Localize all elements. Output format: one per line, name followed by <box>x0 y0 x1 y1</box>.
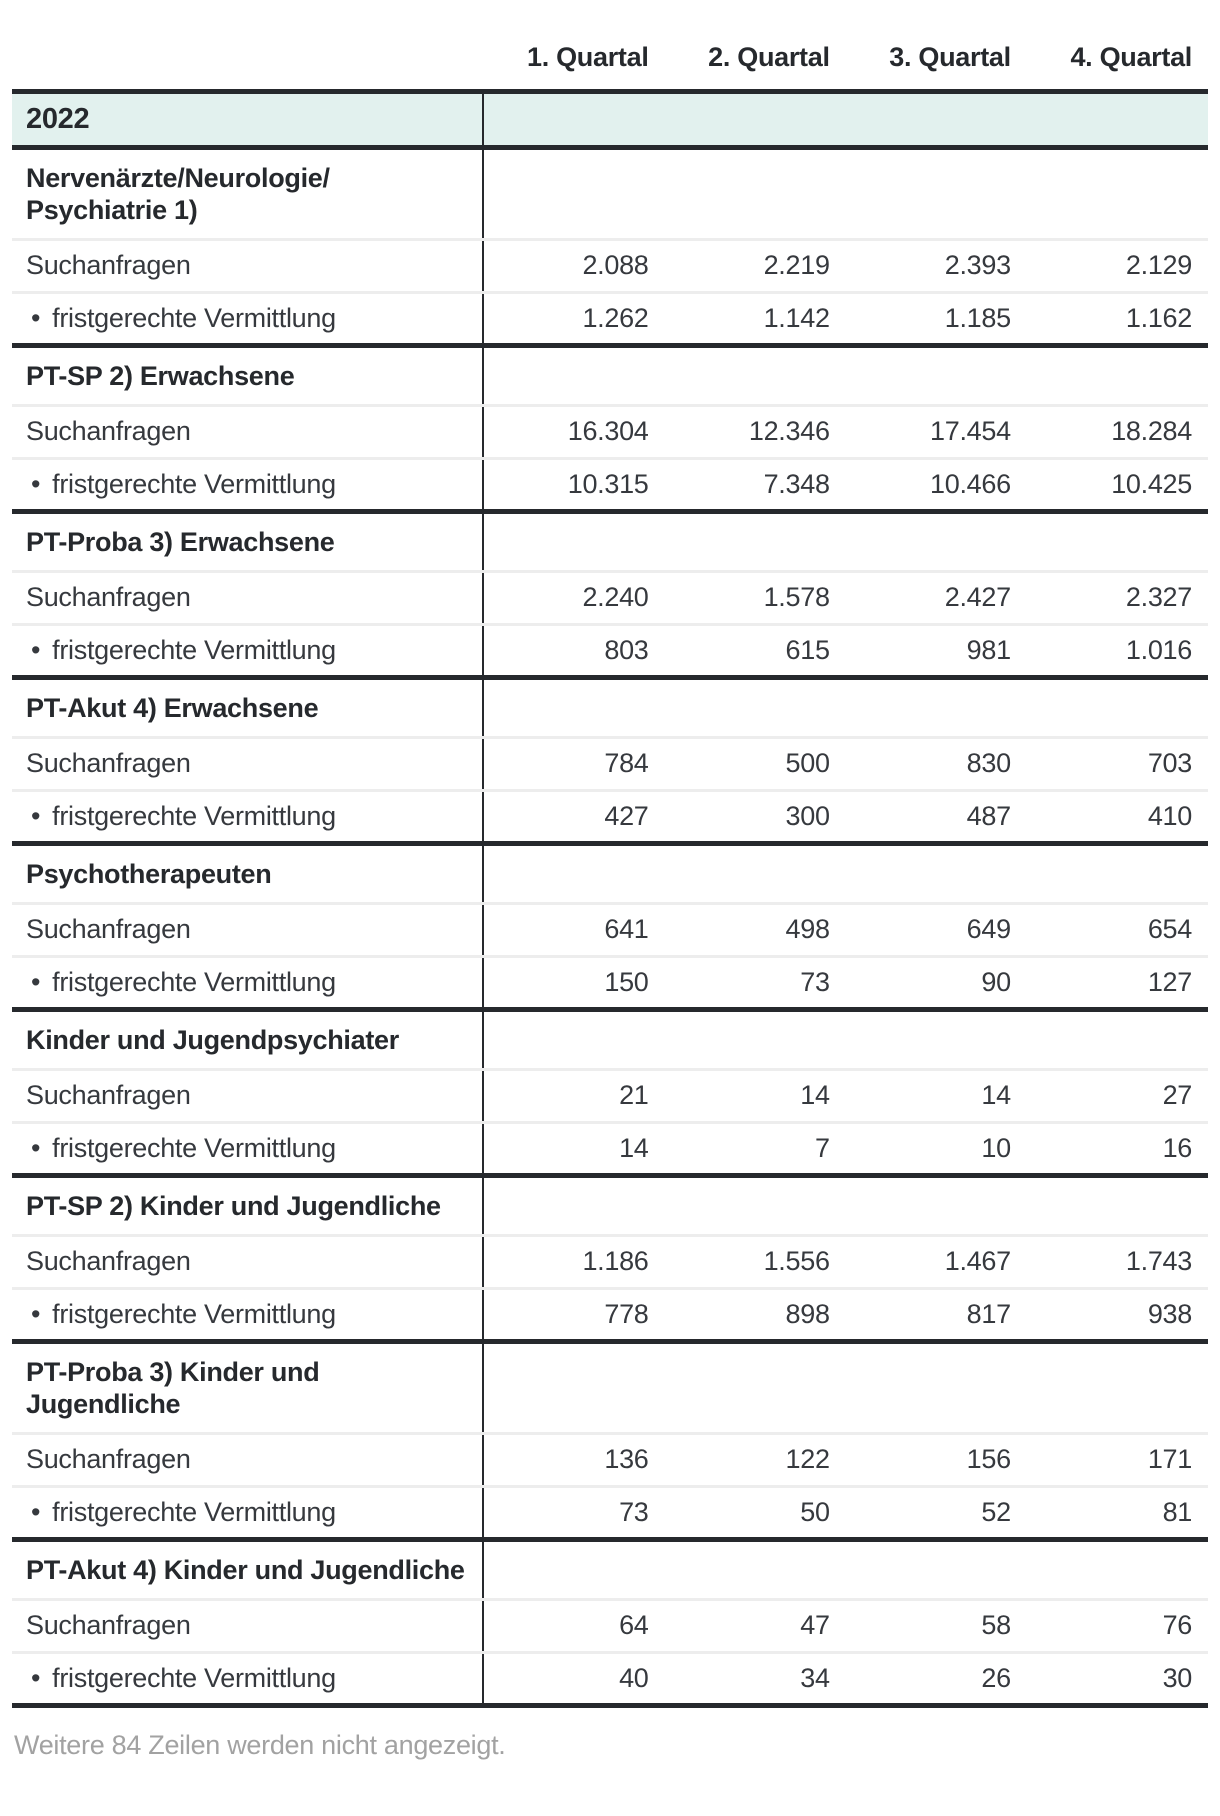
value-cell: 498 <box>665 903 846 956</box>
section-empty-cell <box>846 345 1027 405</box>
row-label-text: Suchanfragen <box>26 250 191 280</box>
section-empty-cell <box>846 843 1027 903</box>
value-cell: 30 <box>1027 1652 1208 1705</box>
value-cell: 14 <box>665 1069 846 1122</box>
section-title: Nervenärzte/Neurologie/ Psychiatrie 1) <box>12 147 483 239</box>
row-label <box>12 1235 483 1288</box>
table-row <box>12 624 1208 677</box>
value-cell: 76 <box>1027 1599 1208 1652</box>
row-label <box>12 1599 483 1652</box>
value-cell: 21 <box>483 1069 664 1122</box>
section-empty-cell <box>483 1539 664 1599</box>
value-cell: 641 <box>483 903 664 956</box>
section-header-row <box>12 843 1208 903</box>
table-row <box>12 1599 1208 1652</box>
section-empty-cell <box>483 1175 664 1235</box>
section-empty-cell <box>1027 345 1208 405</box>
year-row-empty-cell <box>483 91 664 147</box>
value-cell: 2.427 <box>846 571 1027 624</box>
row-label-text: fristgerechte Vermittlung <box>52 302 336 333</box>
column-header-q2: 2. Quartal <box>665 0 846 91</box>
section-title: PT-Proba 3) Erwachsene <box>12 511 483 571</box>
value-cell: 16 <box>1027 1122 1208 1175</box>
row-label-text: fristgerechte Vermittlung <box>52 1132 336 1163</box>
bullet-icon: • <box>31 800 41 831</box>
table-row <box>12 1122 1208 1175</box>
value-cell: 2.219 <box>665 239 846 292</box>
table-row <box>12 405 1208 458</box>
section-empty-cell <box>483 511 664 571</box>
row-label <box>12 737 483 790</box>
table-row <box>12 292 1208 345</box>
value-cell: 1.142 <box>665 292 846 345</box>
row-label-text: fristgerechte Vermittlung <box>52 634 336 665</box>
value-cell: 7.348 <box>665 458 846 511</box>
year-label: 2022 <box>12 91 483 147</box>
section-empty-cell <box>483 1341 664 1433</box>
value-cell: 16.304 <box>483 405 664 458</box>
value-cell: 47 <box>665 1599 846 1652</box>
section-empty-cell <box>846 1175 1027 1235</box>
section-title: PT-SP 2) Kinder und Jugendliche <box>12 1175 483 1235</box>
value-cell: 14 <box>846 1069 1027 1122</box>
table-row <box>12 1433 1208 1486</box>
table-row <box>12 1288 1208 1341</box>
row-label <box>12 1486 483 1539</box>
value-cell: 938 <box>1027 1288 1208 1341</box>
value-cell: 1.467 <box>846 1235 1027 1288</box>
value-cell: 830 <box>846 737 1027 790</box>
value-cell: 34 <box>665 1652 846 1705</box>
section-header-row <box>12 1175 1208 1235</box>
row-label <box>12 790 483 843</box>
value-cell: 12.346 <box>665 405 846 458</box>
section-empty-cell <box>846 511 1027 571</box>
section-title: Kinder und Jugendpsychiater <box>12 1009 483 1069</box>
section-empty-cell <box>665 345 846 405</box>
value-cell: 27 <box>1027 1069 1208 1122</box>
row-label <box>12 292 483 345</box>
row-label <box>12 624 483 677</box>
section-empty-cell <box>483 345 664 405</box>
row-label <box>12 903 483 956</box>
value-cell: 2.240 <box>483 571 664 624</box>
table-row <box>12 956 1208 1009</box>
section-empty-cell <box>846 1539 1027 1599</box>
year-row-empty-cell <box>1027 91 1208 147</box>
section-empty-cell <box>1027 1539 1208 1599</box>
value-cell: 64 <box>483 1599 664 1652</box>
value-cell: 703 <box>1027 737 1208 790</box>
year-row-empty-cell <box>846 91 1027 147</box>
section-empty-cell <box>665 677 846 737</box>
table-row <box>12 790 1208 843</box>
row-label-text: Suchanfragen <box>26 1444 191 1474</box>
column-header-q3: 3. Quartal <box>846 0 1027 91</box>
section-empty-cell <box>1027 677 1208 737</box>
value-cell: 803 <box>483 624 664 677</box>
value-cell: 1.578 <box>665 571 846 624</box>
value-cell: 817 <box>846 1288 1027 1341</box>
row-label-text: fristgerechte Vermittlung <box>52 1298 336 1329</box>
section-empty-cell <box>665 1175 846 1235</box>
value-cell: 1.185 <box>846 292 1027 345</box>
section-header-row <box>12 677 1208 737</box>
value-cell: 649 <box>846 903 1027 956</box>
value-cell: 981 <box>846 624 1027 677</box>
section-empty-cell <box>846 1341 1027 1433</box>
section-header-row <box>12 345 1208 405</box>
value-cell: 487 <box>846 790 1027 843</box>
section-title: PT-Akut 4) Kinder und Jugendliche <box>12 1539 483 1599</box>
row-label-text: Suchanfragen <box>26 1246 191 1276</box>
row-label <box>12 956 483 1009</box>
value-cell: 615 <box>665 624 846 677</box>
value-cell: 427 <box>483 790 664 843</box>
section-empty-cell <box>665 1009 846 1069</box>
section-empty-cell <box>846 147 1027 239</box>
value-cell: 2.393 <box>846 239 1027 292</box>
row-label-text: fristgerechte Vermittlung <box>52 1496 336 1527</box>
row-label-text: fristgerechte Vermittlung <box>52 966 336 997</box>
row-label-text: Suchanfragen <box>26 748 191 778</box>
row-label <box>12 1122 483 1175</box>
value-cell: 18.284 <box>1027 405 1208 458</box>
year-row <box>12 91 1208 147</box>
value-cell: 73 <box>483 1486 664 1539</box>
value-cell: 10.466 <box>846 458 1027 511</box>
section-empty-cell <box>1027 843 1208 903</box>
section-title: Psychotherapeuten <box>12 843 483 903</box>
value-cell: 14 <box>483 1122 664 1175</box>
value-cell: 1.016 <box>1027 624 1208 677</box>
section-header-row <box>12 147 1208 239</box>
value-cell: 2.327 <box>1027 571 1208 624</box>
section-empty-cell <box>846 677 1027 737</box>
value-cell: 156 <box>846 1433 1027 1486</box>
row-label <box>12 1288 483 1341</box>
value-cell: 10.425 <box>1027 458 1208 511</box>
row-label <box>12 239 483 292</box>
value-cell: 17.454 <box>846 405 1027 458</box>
value-cell: 10 <box>846 1122 1027 1175</box>
year-row-empty-cell <box>665 91 846 147</box>
section-empty-cell <box>846 1009 1027 1069</box>
bullet-icon: • <box>31 1496 41 1527</box>
row-label-text: fristgerechte Vermittlung <box>52 800 336 831</box>
table-row <box>12 458 1208 511</box>
value-cell: 150 <box>483 956 664 1009</box>
row-label <box>12 1069 483 1122</box>
section-header-row <box>12 1009 1208 1069</box>
section-empty-cell <box>1027 1341 1208 1433</box>
table-row <box>12 571 1208 624</box>
section-empty-cell <box>483 1009 664 1069</box>
value-cell: 136 <box>483 1433 664 1486</box>
row-label <box>12 1433 483 1486</box>
table-row <box>12 1652 1208 1705</box>
row-label-text: Suchanfragen <box>26 1080 191 1110</box>
value-cell: 2.129 <box>1027 239 1208 292</box>
value-cell: 7 <box>665 1122 846 1175</box>
section-empty-cell <box>1027 1175 1208 1235</box>
value-cell: 122 <box>665 1433 846 1486</box>
value-cell: 73 <box>665 956 846 1009</box>
bullet-icon: • <box>31 468 41 499</box>
value-cell: 778 <box>483 1288 664 1341</box>
section-empty-cell <box>665 1341 846 1433</box>
value-cell: 26 <box>846 1652 1027 1705</box>
section-empty-cell <box>1027 1009 1208 1069</box>
value-cell: 1.262 <box>483 292 664 345</box>
value-cell: 1.743 <box>1027 1235 1208 1288</box>
value-cell: 90 <box>846 956 1027 1009</box>
section-title: PT-SP 2) Erwachsene <box>12 345 483 405</box>
bullet-icon: • <box>31 966 41 997</box>
row-label <box>12 458 483 511</box>
bullet-icon: • <box>31 1298 41 1329</box>
value-cell: 784 <box>483 737 664 790</box>
column-header-q4: 4. Quartal <box>1027 0 1208 91</box>
value-cell: 171 <box>1027 1433 1208 1486</box>
value-cell: 58 <box>846 1599 1027 1652</box>
section-header-row <box>12 1539 1208 1599</box>
value-cell: 654 <box>1027 903 1208 956</box>
row-label-text: Suchanfragen <box>26 416 191 446</box>
column-header-row <box>12 0 1208 91</box>
section-title: PT-Akut 4) Erwachsene <box>12 677 483 737</box>
section-empty-cell <box>665 1539 846 1599</box>
value-cell: 50 <box>665 1486 846 1539</box>
section-header-row <box>12 511 1208 571</box>
section-empty-cell <box>665 147 846 239</box>
table-row <box>12 903 1208 956</box>
bullet-icon: • <box>31 302 41 333</box>
row-label-text: fristgerechte Vermittlung <box>52 1662 336 1693</box>
value-cell: 1.556 <box>665 1235 846 1288</box>
row-label <box>12 405 483 458</box>
row-label <box>12 571 483 624</box>
bullet-icon: • <box>31 1132 41 1163</box>
value-cell: 10.315 <box>483 458 664 511</box>
bullet-icon: • <box>31 1662 41 1693</box>
section-empty-cell <box>665 843 846 903</box>
column-header-q1: 1. Quartal <box>483 0 664 91</box>
row-label-text: fristgerechte Vermittlung <box>52 468 336 499</box>
value-cell: 81 <box>1027 1486 1208 1539</box>
value-cell: 898 <box>665 1288 846 1341</box>
value-cell: 40 <box>483 1652 664 1705</box>
value-cell: 2.088 <box>483 239 664 292</box>
section-empty-cell <box>1027 147 1208 239</box>
row-label <box>12 1652 483 1705</box>
section-empty-cell <box>665 511 846 571</box>
row-label-text: Suchanfragen <box>26 1610 191 1640</box>
table-row <box>12 239 1208 292</box>
value-cell: 52 <box>846 1486 1027 1539</box>
section-empty-cell <box>483 147 664 239</box>
value-cell: 300 <box>665 790 846 843</box>
table-row <box>12 737 1208 790</box>
table-row <box>12 1235 1208 1288</box>
section-empty-cell <box>1027 511 1208 571</box>
empty-corner-cell <box>12 0 483 91</box>
value-cell: 1.162 <box>1027 292 1208 345</box>
value-cell: 1.186 <box>483 1235 664 1288</box>
table-row <box>12 1486 1208 1539</box>
value-cell: 500 <box>665 737 846 790</box>
section-empty-cell <box>483 677 664 737</box>
bullet-icon: • <box>31 634 41 665</box>
quarterly-table <box>12 0 1208 1708</box>
row-label-text: Suchanfragen <box>26 582 191 612</box>
section-header-row <box>12 1341 1208 1433</box>
hidden-rows-note: Weitere 84 Zeilen werden nicht angezeigt. <box>14 1729 506 1760</box>
row-label-text: Suchanfragen <box>26 914 191 944</box>
section-title: PT-Proba 3) Kinder und Jugendliche <box>12 1341 483 1433</box>
section-empty-cell <box>483 843 664 903</box>
value-cell: 127 <box>1027 956 1208 1009</box>
value-cell: 410 <box>1027 790 1208 843</box>
table-row <box>12 1069 1208 1122</box>
